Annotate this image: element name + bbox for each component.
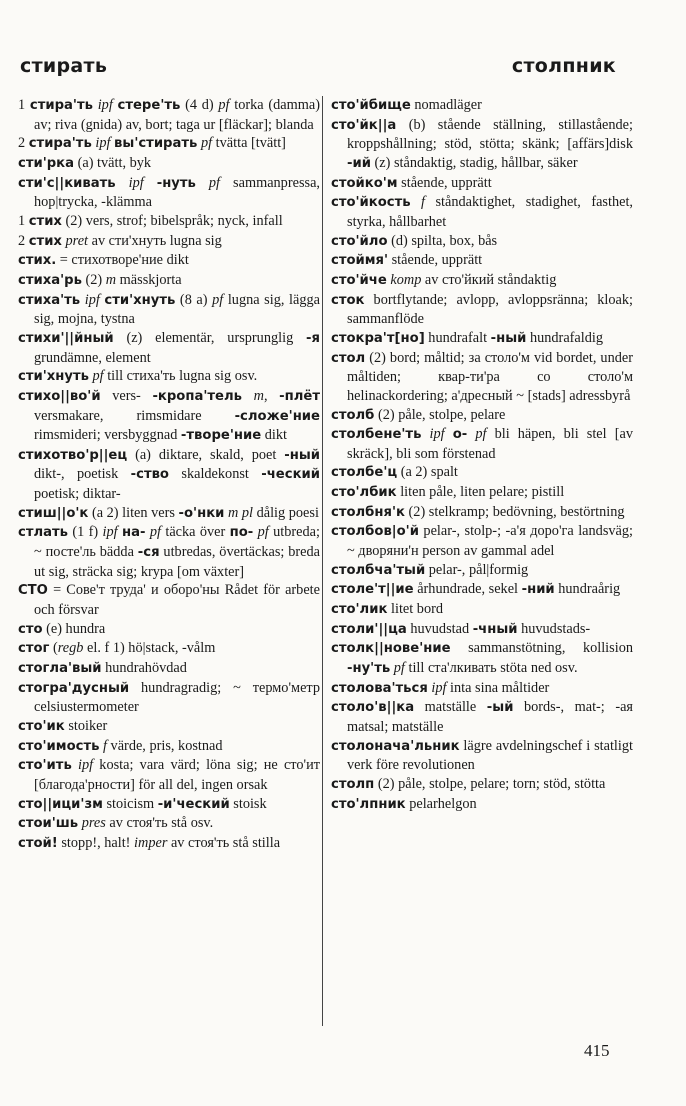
definition-text: versmakare, rimsmidare [34, 407, 235, 424]
left-column [18, 96, 320, 854]
page-number: 415 [584, 1041, 610, 1060]
definition-text: hundragradig; ~ термо'метр celsiustermometer [34, 679, 320, 716]
definition-text: (a) diktare, skald, poet [127, 446, 285, 463]
grammar-label: pf [212, 291, 224, 308]
dictionary-entry [331, 96, 633, 116]
definition-text: till стиха'ть lugna sig osv. [103, 368, 258, 385]
definition-text: (2) [81, 271, 106, 288]
headword: столбе'ц [331, 465, 398, 481]
dictionary-entry [331, 775, 633, 795]
definition-text: stående, upprätt [388, 252, 483, 269]
definition-text: sammanstötning, kollision [450, 640, 633, 657]
dictionary-entry [331, 291, 633, 329]
headword: -ный [490, 330, 527, 346]
dictionary-entry [331, 561, 633, 581]
headword: столбене'ть [331, 427, 422, 443]
dictionary-entry [18, 834, 320, 854]
dictionary-entry [18, 271, 320, 291]
headword: -и'ческий [157, 796, 230, 812]
dictionary-entry [18, 329, 320, 367]
definition-text: 1 [18, 97, 30, 113]
dictionary-entry [18, 504, 320, 524]
grammar-label: ipf [102, 524, 118, 541]
grammar-label: ipf [421, 426, 453, 443]
definition-text: tvätta [tvätt] [212, 135, 286, 152]
definition-text: (b) stående ställning, stillastående; kroppshållning; stöd, stötta; skänk; [affärs]disk [347, 116, 633, 153]
headword: столова'ться [331, 680, 428, 696]
definition-text: pelarhelgon [405, 795, 477, 812]
grammar-label: pf [145, 524, 161, 541]
headword: стои'шь [18, 816, 79, 832]
dictionary-entry [18, 659, 320, 679]
grammar-label: ipf [80, 291, 105, 308]
dictionary-entry [18, 387, 320, 446]
definition-text: stående, upprätt [397, 174, 492, 191]
dictionary-entry [331, 232, 633, 252]
definition-text: inta sina måltider [446, 679, 550, 696]
headword: столп [331, 776, 375, 792]
grammar-label: pf [467, 426, 487, 443]
definition-text: av стоя'ть stå stilla [167, 834, 281, 851]
dictionary-entry [331, 795, 633, 815]
definition-text: dikt-, poetisk [34, 466, 131, 483]
dictionary-entry [331, 503, 633, 523]
definition-text: (1 f) [68, 524, 103, 541]
dictionary-entry [18, 367, 320, 387]
definition-text: utbredas, övertäckas; breda ut sig, sträcka sig; krypa [om växter] [34, 544, 321, 580]
dictionary-entry [331, 522, 633, 560]
definition-text: nomadläger [410, 97, 482, 113]
grammar-label: ipf [427, 679, 447, 696]
headword: стойко'м [331, 175, 398, 191]
definition-text: matställe [414, 699, 487, 716]
dictionary-entry [331, 600, 633, 620]
headword: -ство [130, 467, 169, 483]
grammar-label: pf [197, 135, 213, 152]
headword: стихо||во'й [18, 388, 101, 404]
headword: -кропа'тель [152, 388, 242, 404]
definition-text: hundrafalt [424, 329, 491, 346]
definition-text: täcka över [160, 524, 230, 541]
grammar-label: pres [78, 815, 106, 832]
definition-text: huvudstads- [517, 620, 591, 637]
headword: стлать [18, 525, 69, 541]
headword: стих [28, 233, 62, 249]
headword: о- [452, 427, 468, 443]
headword: сто'йбище [331, 98, 411, 113]
headword: стере'ть [117, 98, 181, 113]
dictionary-entry [331, 737, 633, 775]
grammar-label: pret [61, 232, 89, 249]
grammar-label: m [242, 387, 264, 404]
dictionary-entry [331, 349, 633, 406]
definition-text: ståndaktighet, stadighet, fasthet, styrka, hållbarhet [347, 194, 633, 230]
headword: сто'имость [18, 738, 100, 754]
definition-text: litet bord [387, 601, 444, 618]
grammar-label: pf [195, 174, 221, 191]
headword: стог [18, 641, 50, 657]
headword: стира'ть [28, 136, 92, 152]
dictionary-entry [331, 639, 633, 678]
headword: сто'йкость [331, 195, 411, 211]
dictionary-entry [331, 620, 633, 640]
grammar-label: pf [390, 660, 405, 677]
definition-text: av сто'йкий ståndaktig [421, 271, 557, 288]
headword: -я [306, 330, 320, 346]
headword: сто'ик [18, 719, 65, 734]
definition-text: grundämne, element [34, 349, 151, 366]
dictionary-entry [331, 271, 633, 291]
dictionary-entry [18, 134, 320, 154]
headword: столбча'тый [331, 562, 426, 578]
definition-text: lugna sig, lägga sig, mojna, tystna [34, 291, 320, 328]
headword: сто'йче [331, 272, 387, 288]
definition-text: till ста'лкивать stöta ned osv. [404, 660, 578, 677]
grammar-label: m pl [224, 504, 253, 521]
headword: стиш||о'к [18, 505, 89, 521]
dictionary-entry [18, 251, 320, 271]
headword: вы'стирать [114, 136, 198, 152]
definition-text: stoicism [102, 795, 158, 812]
definition-text: av сти'хнуть lugna sig [88, 232, 222, 249]
definition-text: (z) elementär, ursprunglig [113, 329, 307, 346]
definition-text: av стоя'ть stå osv. [105, 815, 214, 832]
dictionary-entry [18, 446, 320, 504]
definition-text: stoisk [229, 795, 267, 812]
headword: -ний [521, 582, 555, 598]
dictionary-entry [331, 483, 633, 503]
definition-text: (2) bord; måltid; за столо'м vid bordet, under måltiden; квар-ти'ра со столо'м helinackordering; а'дресный ~ [stads] adressbyrå [347, 349, 633, 404]
definition-text: (2) påle, stolpe, pelare [374, 406, 506, 423]
dictionary-entry [18, 291, 320, 329]
definition-text: lägre avdelningschef i statligt verk före revolutionen [347, 737, 633, 774]
dictionary-entry [18, 581, 320, 619]
dictionary-entry [331, 251, 633, 271]
definition-text: (2) påle, stolpe, pelare; torn; stöd, stötta [374, 775, 606, 792]
definition-text: hundrafaldig [526, 329, 604, 346]
grammar-label: pf [253, 524, 269, 541]
definition-text: (8 a) [175, 291, 213, 308]
headword: столе'т||ие [331, 582, 414, 598]
dictionary-entry [18, 154, 320, 174]
definition-text: (2) vers, strof; bibelspråk; nyck, infall [61, 212, 283, 229]
dictionary-entry [18, 639, 320, 659]
headword: столо'в||ка [331, 700, 415, 716]
dictionary-entry [18, 232, 320, 252]
definition-text: kosta; vara värd; löna sig; не сто'ит [благода'рности] för all del, ingen orsak [34, 757, 320, 793]
headword: стихи'||йный [18, 330, 114, 346]
definition-text: skaldekonst [169, 466, 262, 483]
grammar-label: pf [218, 97, 230, 113]
definition-text: dikt [261, 427, 287, 444]
definition-text: torka (damma) av; riva (gnida) av, bort; taga ur [fläckar]; blanda [34, 97, 320, 133]
grammar-label: f [99, 737, 107, 754]
headword: сти'хнуть [18, 369, 89, 385]
headword: столонача'льник [331, 738, 460, 754]
definition-text: (2) stelkramp; bedövning, bestörtning [404, 503, 625, 520]
definition-text: 2 [18, 232, 29, 249]
headword: сто'лик [331, 602, 388, 618]
definition-text: pelar-, stolp-; -а'я доро'га landsväg; ~ дворяни'н person av gammal adel [347, 523, 633, 560]
definition-text: mässkjorta [116, 271, 182, 288]
dictionary-entry [18, 795, 320, 815]
headword: -ну'ть [347, 661, 391, 677]
headword: сто'лбик [331, 485, 397, 501]
definition-text: bli häpen, bli stel [av skräck], bli som förstenad [347, 426, 633, 462]
headword: стиха'рь [18, 272, 82, 288]
headword: -чный [472, 621, 518, 637]
headword: сто'ить [18, 758, 72, 774]
dictionary-entry [331, 698, 633, 736]
headword: столи'||ца [331, 621, 407, 637]
definition-text: 2 [18, 135, 29, 152]
dictionary-entry [18, 814, 320, 834]
dictionary-entry [18, 212, 320, 232]
definition-text: liten påle, liten pelare; pistill [396, 484, 565, 501]
column-divider [322, 96, 323, 1026]
definition-text: (e) hundra [42, 620, 106, 637]
definition-text: huvudstad [406, 620, 473, 637]
definition-text: århundrade, sekel [413, 581, 522, 598]
definition-text: 1 [18, 212, 29, 229]
headword: стой! [18, 835, 58, 851]
definition-text: poetisk; diktar- [34, 486, 121, 503]
headword: -ческий [261, 467, 321, 483]
dictionary-entry [18, 756, 320, 794]
definition-text: sammanpressa, hop|trycka, -klämma [34, 174, 320, 211]
dictionary-entry [331, 193, 633, 231]
definition-text: , [263, 387, 280, 404]
dictionary-entry [18, 620, 320, 640]
headword: сто'йк||а [331, 117, 397, 133]
definition-text: utbreda; ~ посте'ль bädda [34, 524, 320, 561]
headword: стих. [18, 253, 57, 269]
grammar-label: ipf [91, 135, 115, 152]
headword: -ся [137, 545, 160, 561]
headword: по- [229, 525, 254, 541]
dictionary-entry [18, 679, 320, 717]
headword: -о'нки [178, 505, 225, 521]
headword: столк||нове'ние [331, 641, 451, 657]
running-head-left: стирать [20, 55, 108, 77]
definition-text: bortflytande; avlopp, avloppsränna; kloak; sammanflöde [347, 291, 633, 328]
dictionary-entry [18, 737, 320, 757]
grammar-label: komp [386, 271, 422, 288]
dictionary-entry [18, 174, 320, 212]
definition-text: stopp!, halt! [57, 834, 135, 851]
headword: стих [28, 213, 62, 229]
dictionary-entry [331, 463, 633, 483]
headword: сти'с||кивать [18, 175, 116, 191]
headword: столб [331, 407, 375, 423]
headword: стогра'дусный [18, 680, 130, 696]
definition-text: vers- [100, 387, 153, 404]
dictionary-entry [331, 580, 633, 600]
definition-text: hundraårig [554, 581, 621, 598]
headword: стоймя' [331, 253, 389, 269]
right-column [331, 96, 633, 814]
headword: сти'хнуть [104, 292, 176, 308]
definition-text: hundrahövdad [101, 660, 187, 677]
dictionary-entry [331, 329, 633, 349]
definition-text: (d) spilta, box, bås [387, 232, 498, 249]
grammar-label: regb [57, 640, 84, 657]
dictionary-entry [18, 717, 320, 737]
headword: -ый [486, 700, 514, 716]
headword: сто'лпник [331, 796, 406, 812]
definition-text: = Сове'т труда' и оборо'ны Rådet för arbete och försvar [34, 582, 320, 619]
dictionary-entry [331, 174, 633, 194]
grammar-label: pf [88, 368, 104, 385]
headword: сти'рка [18, 155, 75, 171]
definition-text: bords-, mat-; -ая matsal; matställe [347, 699, 633, 735]
headword: столбов|о'й [331, 524, 419, 540]
dictionary-entry [331, 425, 633, 463]
headword: -сложе'ние [234, 408, 320, 424]
headword: сток [331, 292, 365, 308]
definition-text: pelar-, pål|formig [425, 561, 529, 578]
grammar-label: f [410, 194, 426, 211]
grammar-label: ipf [71, 757, 94, 774]
dictionary-entry [331, 406, 633, 426]
headword: стогла'вый [18, 661, 102, 677]
running-head-right: столпник [511, 55, 616, 77]
headword: стиха'ть [18, 292, 81, 308]
dictionary-entry [18, 96, 320, 134]
definition-text: (a) tvätt, byk [74, 154, 152, 171]
headword: сто'йло [331, 233, 388, 249]
headword: -ный [284, 447, 320, 463]
definition-text: stoiker [64, 718, 108, 734]
headword: сто [18, 621, 43, 637]
grammar-label: ipf [115, 174, 157, 191]
definition-text: = стихотворе'ние dikt [56, 252, 189, 269]
definition-text: ( [49, 640, 58, 657]
headword: -нуть [156, 175, 196, 191]
definition-text: (4 d) [180, 97, 219, 113]
grammar-label: imper [134, 834, 168, 851]
headword: стира'ть [29, 98, 93, 113]
headword: -ий [347, 155, 371, 171]
headword: сто||ици'зм [18, 796, 103, 812]
definition-text: el. f 1) hö|stack, -vålm [83, 640, 216, 657]
dictionary-entry [18, 523, 320, 581]
grammar-label: ipf [92, 97, 118, 113]
headword: стол [331, 350, 366, 366]
headword: столбня'к [331, 504, 405, 520]
grammar-label: m [105, 271, 117, 288]
definition-text: (a 2) liten vers [88, 504, 179, 521]
headword: стихотво'р||ец [18, 447, 128, 463]
definition-text: (a 2) spalt [397, 464, 458, 481]
definition-text: (z) ståndaktig, stadig, hållbar, säker [370, 154, 578, 171]
definition-text: rimsmideri; versbyggnad [34, 427, 181, 444]
dictionary-entry [331, 116, 633, 174]
headword: на- [122, 525, 146, 541]
definition-text: värde, pris, kostnad [106, 737, 223, 754]
dictionary-entry [331, 679, 633, 699]
headword: СТО [18, 583, 48, 599]
headword: -творе'ние [180, 428, 262, 444]
headword: -плёт [279, 388, 320, 404]
definition-text: dålig poesi [253, 504, 319, 521]
headword: стокра'т[но] [331, 330, 425, 346]
